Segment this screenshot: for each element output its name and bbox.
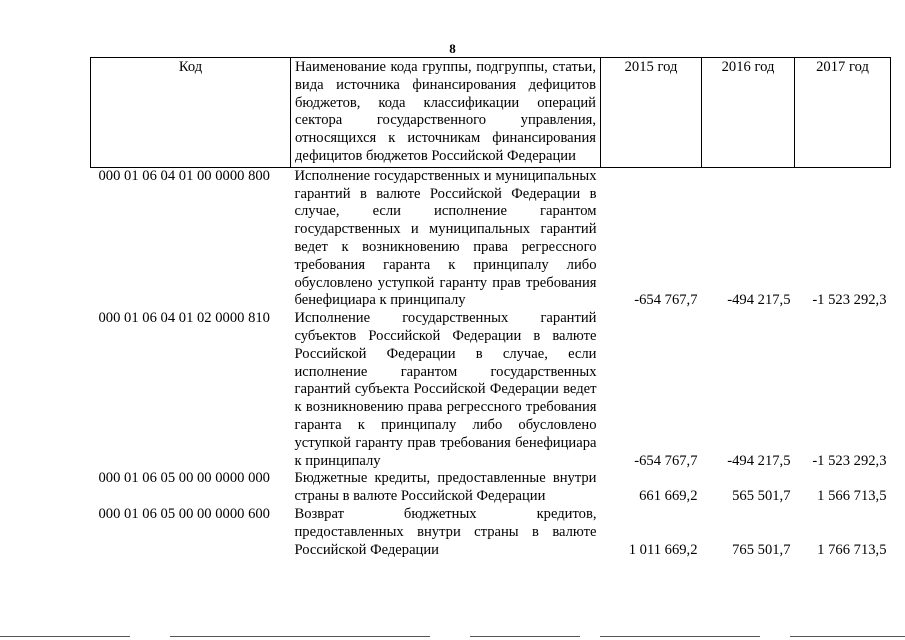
header-2015: 2015 год xyxy=(601,58,702,168)
scan-edge-line xyxy=(790,636,905,637)
header-row xyxy=(91,58,891,168)
row-name: Бюджетные кредиты, предоставленные внутри страны в валюте Российской Федерации xyxy=(294,470,597,505)
row-value-2016: -494 217,5 xyxy=(727,452,791,469)
scan-edge-line xyxy=(170,636,430,637)
row-value-2016: 765 501,7 xyxy=(732,541,791,558)
row-value-2017: 1 566 713,5 xyxy=(817,488,887,505)
row-code: 000 01 06 05 00 00 0000 000 xyxy=(98,470,270,487)
row-code: 000 01 06 04 01 00 0000 800 xyxy=(98,167,270,184)
row-name: Возврат бюджетных кредитов, предоставленных внутри страны в валюте Российской Федерации xyxy=(294,505,597,558)
row-code: 000 01 06 05 00 00 0000 600 xyxy=(98,505,270,522)
row-name: Исполнение государственных гарантий субъектов Российской Федерации в валюте Российской Федерации в случае, если исполнение гарантом государственных гарантий субъекта Российской Федерации ведет к возникновению права регрессного требования гаранта к принципалу либо обусловлено уступкой гаранту прав требования бенефициара к принципалу xyxy=(294,310,597,469)
header-name: Наименование кода группы, подгруппы, статьи, вида источника финансирования дефицитов бюджетов, кода классификации операций сектора государственного управления, относящихся к источникам финансирования дефицитов бюджетов Российской Федерации xyxy=(291,58,601,168)
table-row xyxy=(91,506,891,559)
row-value-2015: -654 767,7 xyxy=(634,452,698,469)
row-value-2015: 1 011 669,2 xyxy=(628,541,698,558)
scan-edge-line xyxy=(470,636,580,637)
budget-sources-table xyxy=(90,57,891,559)
row-code: 000 01 06 04 01 02 0000 810 xyxy=(98,310,270,327)
row-value-2016: -494 217,5 xyxy=(727,292,791,309)
table-body xyxy=(91,167,891,559)
row-value-2017: -1 523 292,3 xyxy=(812,292,887,309)
row-value-2015: -654 767,7 xyxy=(634,292,698,309)
header-2016: 2016 год xyxy=(702,58,795,168)
table-row xyxy=(91,470,891,506)
row-value-2017: 1 766 713,5 xyxy=(817,541,887,558)
row-name: Исполнение государственных и муниципальных гарантий в валюте Российской Федерации в случае, если исполнение гарантом государственных и муниципальных гарантий ведет к возникновению права регрессного требования гаранта к принципалу либо обусловлено уступкой гаранту прав требования бенефициара к принципалу xyxy=(294,167,597,309)
table-header xyxy=(91,58,891,168)
scan-edge-line xyxy=(0,636,130,637)
row-value-2017: -1 523 292,3 xyxy=(812,452,887,469)
header-2017: 2017 год xyxy=(795,58,891,168)
scan-edge-line xyxy=(600,636,760,637)
row-value-2015: 661 669,2 xyxy=(639,488,698,505)
row-value-2016: 565 501,7 xyxy=(732,488,791,505)
table-row xyxy=(91,310,891,470)
page-number: 8 xyxy=(449,41,456,56)
table-row xyxy=(91,167,891,310)
header-code: Код xyxy=(91,58,291,168)
